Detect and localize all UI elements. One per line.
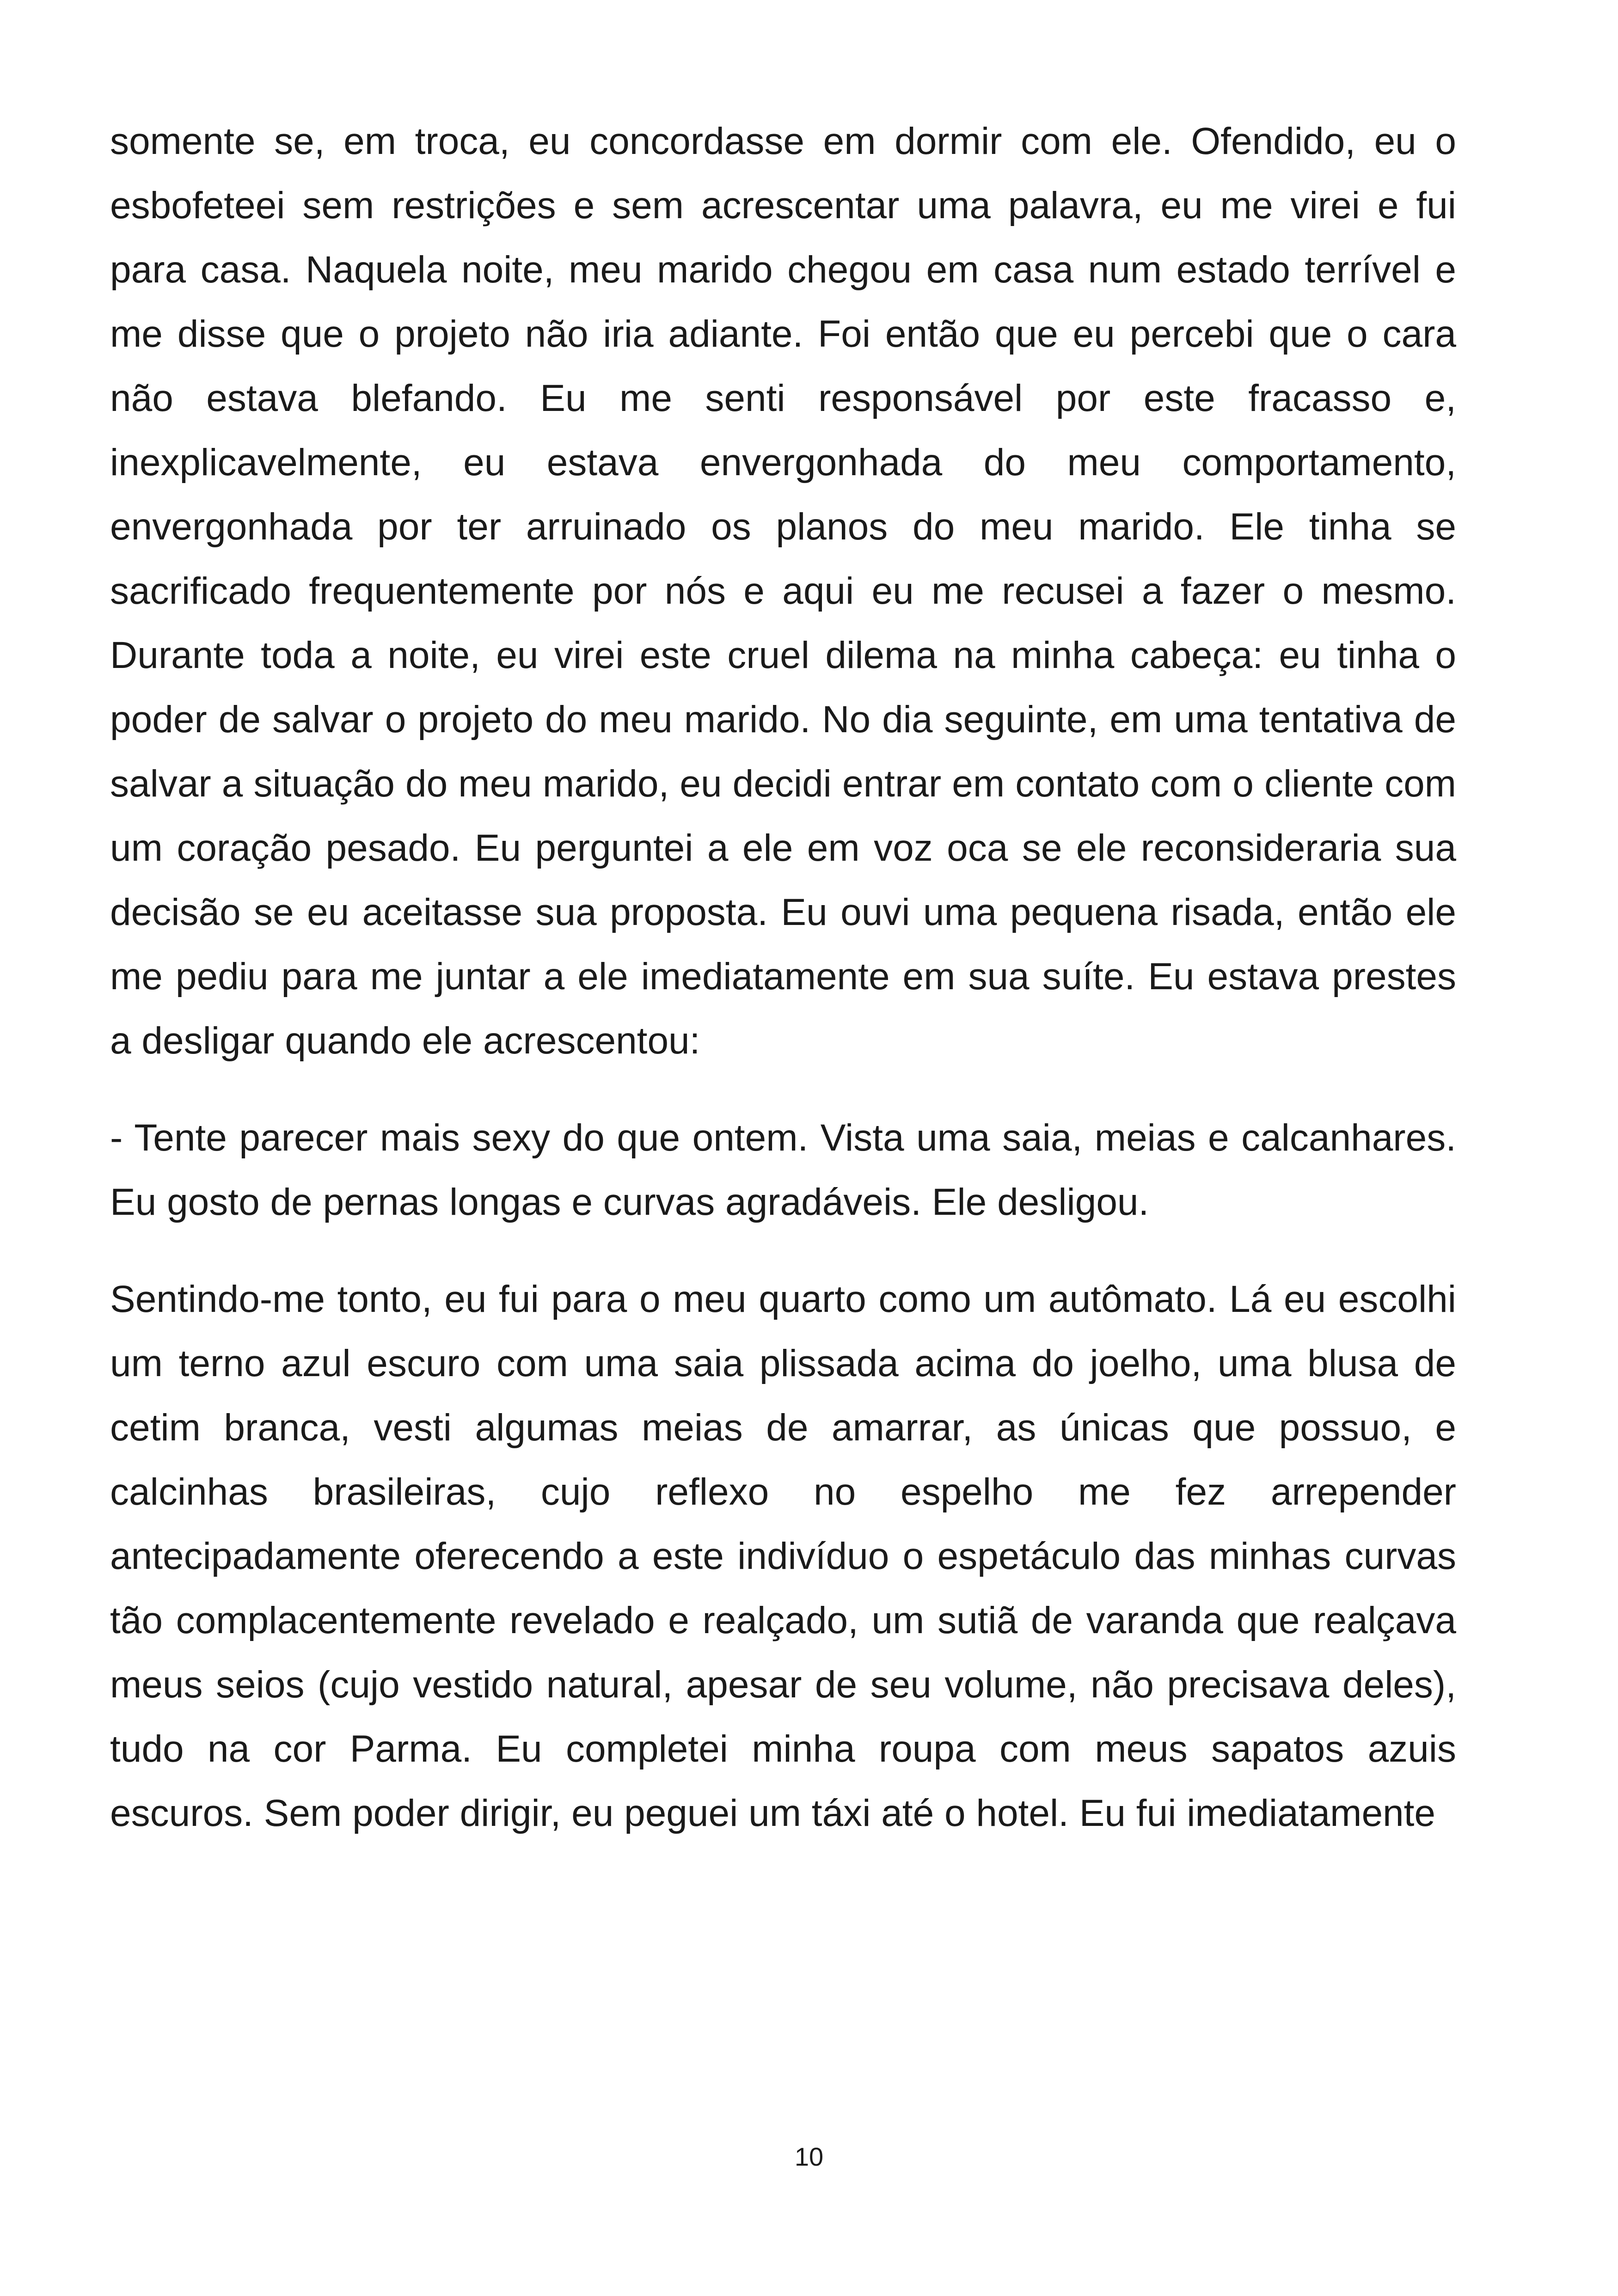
body-text [110, 109, 1456, 1845]
paragraph-3: Sentindo-me tonto, eu fui para o meu quarto como um autômato. Lá eu escolhi um terno azul escuro com uma saia plissada acima do joelho, uma blusa de cetim branca, vesti algumas meias de amarrar, as únicas que possuo, e calcinhas brasileiras, cujo reflexo no espelho me fez arrepender antecipadamente oferecendo a este indivíduo o espetáculo das minhas curvas tão complacentemente revelado e realçado, um sutiã de varanda que realçava meus seios (cujo vestido natural, apesar de seu volume, não precisava deles), tudo na cor Parma. Eu completei minha roupa com meus sapatos azuis escuros. Sem poder dirigir, eu peguei um táxi até o hotel. Eu fui imediatamente [110, 1278, 1456, 1834]
page-number: 10 [794, 2142, 824, 2171]
paragraph-2: - Tente parecer mais sexy do que ontem. Vista uma saia, meias e calcanhares. Eu gosto de pernas longas e curvas agradáveis. Ele desligou. [110, 1117, 1456, 1223]
paragraph-1: somente se, em troca, eu concordasse em dormir com ele. Ofendido, eu o esbofeteei sem restrições e sem acrescentar uma palavra, eu me virei e fui para casa. Naquela noite, meu marido chegou em casa num estado terrível e me disse que o projeto não iria adiante. Foi então que eu percebi que o cara não estava blefando. Eu me senti responsável por este fracasso e, inexplicavelmente, eu estava envergonhada do meu comportamento, envergonhada por ter arruinado os planos do meu marido. Ele tinha se sacrificado frequentemente por nós e aqui eu me recusei a fazer o mesmo. Durante toda a noite, eu virei este cruel dilema na minha cabeça: eu tinha o poder de salvar o projeto do meu marido. No dia seguinte, em uma tentativa de salvar a situação do meu marido, eu decidi entrar em contato com o cliente com um coração pesado. Eu perguntei a ele em voz oca se ele reconsideraria sua decisão se eu aceitasse sua proposta. Eu ouvi uma pequena risada, então ele me pediu para me juntar a ele imediatamente em sua suíte. Eu estava prestes a desligar quando ele acrescentou: [110, 120, 1456, 1062]
